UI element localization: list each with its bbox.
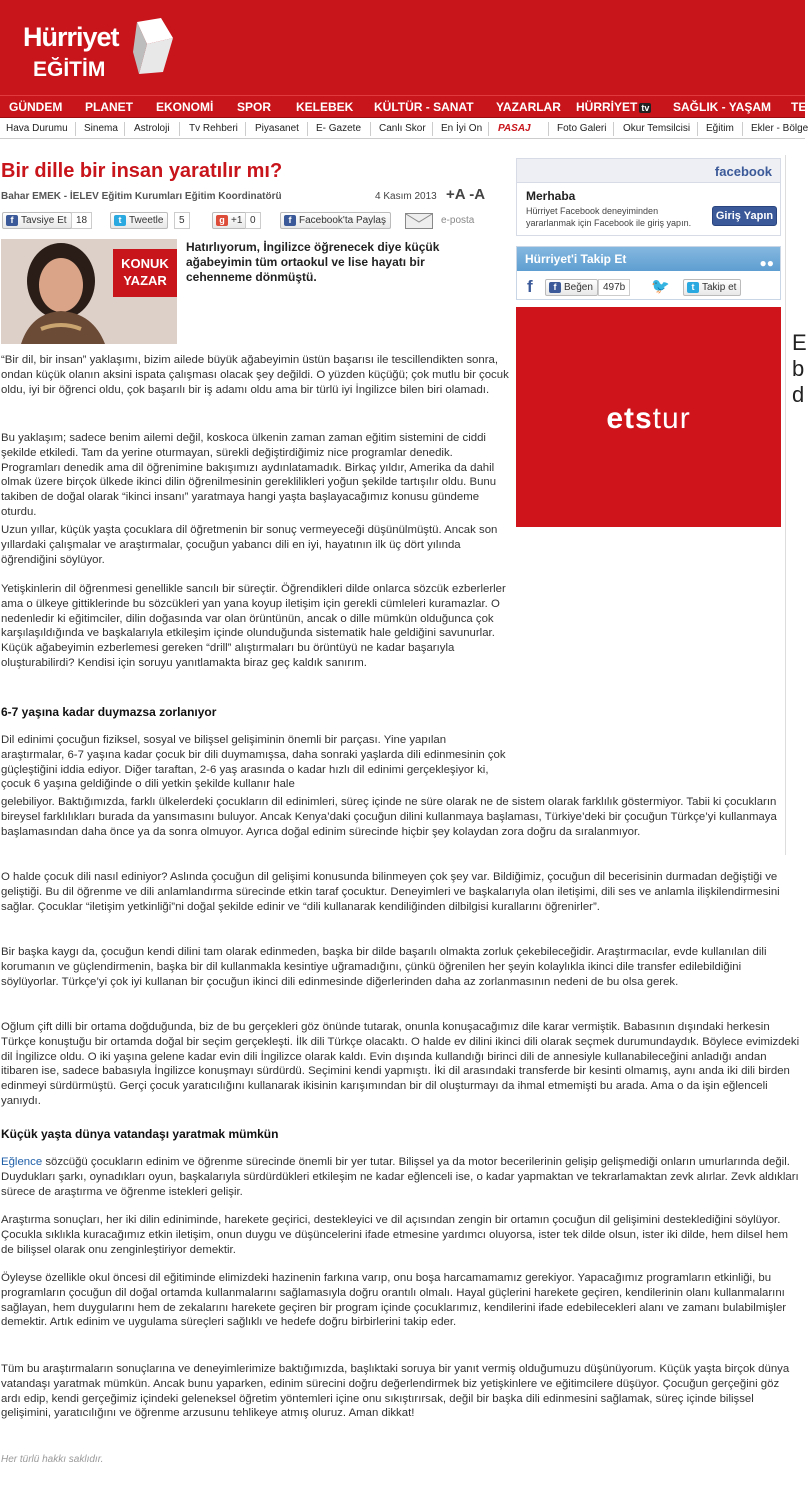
sub-navigation [0,119,808,139]
subnav-tv-rehberi[interactable]: Tv Rehberi [189,123,238,134]
nav-kultur-sanat[interactable]: KÜLTÜR - SANAT [374,100,474,114]
subnav-ekler-bolge[interactable]: Ekler - Bölge [751,123,808,134]
like-label: Beğen [564,282,593,293]
subnav-foto-galeri[interactable]: Foto Galeri [557,123,607,134]
right-skin-ad[interactable] [785,155,805,855]
subnav-divider [370,122,371,136]
article-title: Bir dille bir insan yaratılır mı? [1,160,283,182]
subnav-canli-skor[interactable]: Canlı Skor [379,123,426,134]
subnav-e-gazete[interactable]: E- Gazete [316,123,362,134]
paragraph-8: Oğlum çift dilli bir ortama doğduğunda, biz de bu gerçekleri göz önünde tutarak, onunla konuşacağımız dile karar vermiştik. Babasının dışındaki herkesin Türkçe konuştuğu bir ortamda doğal bir seçim gerçekleşti. İlk dili Türkçe olacaktı. O halde ev dilini ikinci dili olarak seçmek durumundaydık. Böylece evimizdeki dil İngilizce oldu. O iki yaşına gelene kadar evin dili İngilizce olarak kaldı. Evin dışında kullandığı birinci dili de annesiyle kullanabileceğini anladığı andan itibaren ise, sadece babasıyla İngilizce konuşmayı sürdürdü. Seçimini kendi yapmıştı. İki dil arasındaki transferde bir kesinti olmamış, aynı anda iki dili birden edinmeyi sürdürmüştü. Gerçi çocuk yaratıcılığını kullanarak ikisinin karışımından bir dil oluşturmayı da ihmal etmemişti bu arada. Ama o da işin eğlenceli yanıydı. [1,1021,800,1107]
tweet-label: Tweetle [129,215,164,226]
google-plus-icon: g [216,215,228,226]
facebook-share-button[interactable] [280,212,391,229]
subnav-divider [742,122,743,136]
follow-title-text: Hürriyet'i Takip Et [525,252,627,266]
etstur-logo [516,402,781,436]
logo-cube-icon [133,16,175,78]
facebook-bar [517,159,780,183]
nav-saglik-yasam[interactable]: SAĞLIK - YAŞAM [673,100,772,114]
article-date: 4 Kasım 2013 [375,191,437,202]
subnav-en-iyi-on[interactable]: En İyi On [441,123,483,134]
facebook-text: Hürriyet Facebook deneyiminden yararlanmak için Facebook ile giriş yapın. [526,206,692,228]
twitter-bird-icon: 🐦 [651,278,670,295]
nav-te[interactable]: TE [791,100,807,114]
gplus-count: 0 [245,212,261,229]
twitter-bird-icon: t [114,215,126,226]
tv-badge: tv [641,103,650,113]
subnav-divider [432,122,433,136]
subnav-divider [488,122,489,136]
subnav-divider [124,122,125,136]
subnav-divider [307,122,308,136]
facebook-icon: f [284,215,296,226]
nav-yazarlar[interactable]: YAZARLAR [496,100,561,114]
paragraph-6: O halde çocuk dili nasıl ediniyor? Aslında çocuğun dil gelişimi konusunda bilinmeyen çok şey var. Bildiğimiz, çocuğun dil becerisinin durmadan değiştiği ve geliştiği. Bu dil öğrenme ve dili anlamlandırma sürecinde etkin taraf çocuktur. Deneyimleri ve başkalarıyla olan iletişimi, dili ses ve anlamla ilişkilendirmesini sağlar. Çocuklar “iletişim yetkinliği”ni doğal şekilde edinir ve “dili kullanarak kendiliğinden dilbilgisi kurallarını öğrenirler”. [1,871,780,913]
subnav-divider [697,122,698,136]
paragraph-11: Öyleyse özellikle okul öncesi dil eğitiminde elimizdeki hazinenin farkına varıp, onu boşa harcamamamız gerekiyor. Yapacağımız programların etkinliği, bu programların çocuğun dil doğal ortamda kullanmalarını sağlamasıyla doğru orantılı olmalı. Hayal güçlerini harekete geçiren, kendilerinin olanı kullanmalarını sağlayan, hem duygularını hem de zekalarını harekete geçiren bir program içinde çocuklarımız, kendilerini ifade edebilecekleri alanı ve zamanı bulabilmişler demektir. Artık edinim ve uygulama süreçleri sağlıklı ve hedefe doğru birbirlerini takip eder. [1,1272,787,1329]
tweet-count: 5 [174,212,190,229]
email-icon[interactable] [405,213,433,229]
twitter-icon: t [687,282,699,293]
subheading-1: 6-7 yaşına kadar duymazsa zorlanıyor [1,705,217,719]
paragraph-10: Araştırma sonuçları, her iki dilin ediniminde, harekete geçirici, destekleyici ve dil açısından zengin bir ortamın çocuğun dil gelişimini desteklediğini söylüyor. Çocukla sıklıkla kuracağımız etkin iletişim, onun duygu ve düşüncelerini ifade etmesine yardımcı oluyorsa, ister tek dilde olsun, ister iki dilde, hem dilsel hem de bilişsel olarak onu zenginleştiriyor demektir. [1,1214,788,1256]
logo-hurriyet: Hürriyet [23,22,119,52]
paragraph-5a: Dil edinimi çocuğun fiziksel, sosyal ve bilişsel gelişiminin önemli bir parçası. Yine yapılan araştırmalar, 6-7 yaşına kadar çocuk bir dili duymamışsa, daha sonraki yaşlarda dili edinmesinin çok güçleştiğini iddia ediyor. Diğer taraftan, 2-6 yaş arasında o kadar hızlı dil edinimi gerçekleşiyor ki, çocuk 6 yaşına geldiğinde o dili yetkin şekilde kullanır hale [1,734,506,791]
facebook-icon: f [549,282,561,293]
nav-gundem[interactable]: GÜNDEM [9,100,63,114]
like-button[interactable] [545,279,598,296]
skin-ad-text: E b d [792,330,807,407]
paragraph-4: Yetişkinlerin dil öğrenmesi genellikle sancılı bir süreçtir. Öğrendikleri dilde onlarca sözcük ezberlerler ama o ülkeye gittiklerinde bu sözcükleri yan yana koyup iletişim için gerekli cümleleri kuramazlar. O nedenledir ki eğitimciler, dilin doğasında var olan örüntünün, ancak o dille mümkün olduğunca çok karşılaşıldığında ve başkalarıyla etkileşim içinde olunduğunda sistematik hale geldiğini savunurlar. Küçük ağabeyimin ezberlemesi gereken “drill” alıştırmaları bu örüntüyü ne kadar başarıyla oluşturabilirdi? Kendisi için soruyu yanıtlamakta biraz geç kaldık sanırım. [1,583,506,669]
subnav-egitim[interactable]: Eğitim [706,123,734,134]
paragraph-9 [1,1155,801,1199]
like-count: 497b [598,279,630,296]
site-logo[interactable] [15,14,175,84]
site-header [0,0,805,95]
subnav-divider [179,122,180,136]
subnav-okur-temsilcisi[interactable]: Okur Temsilcisi [623,123,691,134]
follow-people-icon: ●● [759,256,774,270]
facebook-login-box [516,158,781,236]
facebook-logo: facebook [714,164,772,179]
facebook-share-label: Facebook'ta Paylaş [299,215,386,226]
font-size-controls[interactable]: +A -A [446,186,486,203]
follow-title [517,247,780,271]
nav-spor[interactable]: SPOR [237,100,272,114]
main-navigation [0,95,805,118]
nav-hurriyet-label: HÜRRİYET [576,100,638,114]
paragraph-3: Uzun yıllar, küçük yaşta çocuklara dil öğretmenin bir sonuç vermeyeceği düşünülmüştü. Ancak son yıllardaki çalışmalar ve araştırmalar, çocuğun yabancı dili en iyi, hayatının ilk üç dört yılında öğrendiğini söylüyor. [1,524,498,566]
facebook-login-button[interactable]: Giriş Yapın [712,206,777,226]
paragraph-9-text: sözcüğü çocukların edinim ve öğrenme sürecinde önemli bir yer tutar. Bilişsel ya da motor becerilerinin gelişip gelişmediği onların umurlarında değil. Duydukları şarkı, oynadıkları oyun, başkalarıyla sürdürdükleri etkileşim ne kadar eğlenceli ise, o kadar yapmaktan ve tekrarlamaktan zevk alırlar. Zevk aldıkları sürece de araştırma ve öğrenme istekleri gelişir. [1,1156,799,1198]
paragraph-12: Tüm bu araştırmaların sonuçlarına ve deneyimlerimize baktığımızda, başlıktaki soruya bir yanıt vermiş olduğumuzu düşünüyorum. Küçük yaşta birçok dünya vatandaşı yaratmak mümkün. Ancak bunu yaparken, edinim sürecini doğru değerlendirmek biz yetişkinlere ve eğitimcilere düşüyor. Çocuğun gerçeğini göz ardı edip, kendi gerçeğimiz içindeki geleneksel öğretim yöntemleri içine onu sıkıştırırsak, değil bir başka dili edinmesini sağlamak, süreç içinde bilişsel gelişimini, yaratıcılığını ve öğrenme arzusunu tehlikeye atmış oluruz. Aman dikkat! [1,1363,790,1420]
subnav-piyasanet[interactable]: Piyasanet [255,123,299,134]
subnav-hava-durumu[interactable]: Hava Durumu [6,123,68,134]
nav-hurriyet-tv[interactable] [576,100,651,114]
paragraph-2: Bu yaklaşım; sadece benim ailemi değil, koskoca ülkenin zaman zaman eğitim sistemini de ciddi şekilde etkiledi. Tam da yerine oturmayan, sürekli değiştirdiğimiz nice programlar denedik. Programları denedik ama dil öğrenimine bakışımızı aydınlatamadık. Birkaç yıldır, Amerika da dahil olmak üzere birçok ülkede ikinci dilin öğrenilmesinin gereklilikleri yoğun şekilde tartışılır oldu. Bunu takiben de doğal olarak “ikinci insanı” yaratmaya hangi yaşta başlayacağımız konusu gündeme oturdu. [1,432,497,518]
email-link[interactable]: e-posta [441,215,475,226]
paragraph-1: “Bir dil, bir insan” yaklaşımı, bizim ailede büyük ağabeyimin üstün başarısı ile tescillendikten sonra, ondan küçük olanın aksini ispata çalışması olacak şey değildi. O yüzden küçüğü; çok mutlu bir çocuk oldu, iyi bir öğrenci oldu, çok başarılı bir iş adamı oldu ama bir türlü iyi İngilizce bilen biri olamadı. [1,354,509,396]
ad-brand-bold: ets [606,402,653,435]
author-photo [1,239,177,344]
nav-ekonomi[interactable]: EKONOMİ [156,100,214,114]
facebook-icon: f [6,215,18,226]
subnav-pasaj[interactable]: PASAJ [498,123,531,134]
nav-kelebek[interactable]: KELEBEK [296,100,354,114]
logo-egitim: EĞİTİM [33,58,106,81]
subnav-divider [548,122,549,136]
subheading-2: Küçük yaşta dünya vatandaşı yaratmak mümkün [1,1127,279,1141]
article-byline: Bahar EMEK - İELEV Eğitim Kurumları Eğitim Koordinatörü [1,191,282,202]
facebook-f-icon: f [527,277,533,296]
recommend-button[interactable] [2,212,72,229]
subnav-sinema[interactable]: Sinema [84,123,118,134]
tweet-button[interactable] [110,212,168,229]
share-bar [0,212,510,232]
follow-box [516,246,781,300]
guest-writer-banner: KONUK YAZAR [113,249,177,297]
subnav-divider [75,122,76,136]
copyright-note: Her türlü hakkı saklıdır. [1,1454,104,1465]
paragraph-7: Bir başka kaygı da, çocuğun kendi dilini tam olarak edinmeden, başka bir dilde başarılı olmakta zorluk çekebileceğidir. Araştırmacılar, evde kullanılan dili korumanın ve güçlendirmenin, başka bir dil kullanmakla kesintiye uğramadığını, çünkü öğrenilen her şeyin kolaylıkla ikinci dile transfer edilebildiğini söylüyorlar. Türkçe’yi çok iyi kullanan bir çocuğun ikinci dili edinmesinde diğerlerinden daha az zorlanmasının nedeni de bu olsa gerek. [1,946,767,988]
ad-brand-light: tur [652,402,691,435]
recommend-label: Tavsiye Et [21,215,67,226]
subnav-divider [245,122,246,136]
subnav-divider [613,122,614,136]
recommend-count: 18 [71,212,92,229]
paragraph-5b: gelebiliyor. Baktığımızda, farklı ülkelerdeki çocukların dil edinimleri, süreç içinde ne süre olarak ne de sistem olarak farklılık göstermiyor. Tabii ki çocukların bireysel farklılıkları burada da yansımasını buluyor. Ancak Kenya’daki çocuğun dilini kullanmaya başlaması, Türkiye’deki bir çocuğun Türkçe’yi kullanmaya başlamasından daha önce ya da sonra olmuyor. Ayrıca doğal edinim sürecinde hiçbir şey kolaydan zora doğru da sıralanmıyor. [1,796,777,838]
subnav-astroloji[interactable]: Astroloji [134,123,170,134]
twitter-follow-label: Takip et [702,282,737,293]
gplus-label: +1 [231,215,243,226]
nav-planet[interactable]: PLANET [85,100,133,114]
gplus-button[interactable] [212,212,247,229]
advertisement-etstur[interactable] [516,307,781,527]
eglence-link[interactable]: Eğlence [1,1156,43,1168]
twitter-follow-button[interactable] [683,279,741,296]
facebook-greeting: Merhaba [526,189,576,203]
article-lead: Hatırlıyorum, İngilizce öğrenecek diye küçük ağabeyimin tüm ortaokul ve lise hayatı bir cehenneme dönmüştü. [186,240,440,284]
